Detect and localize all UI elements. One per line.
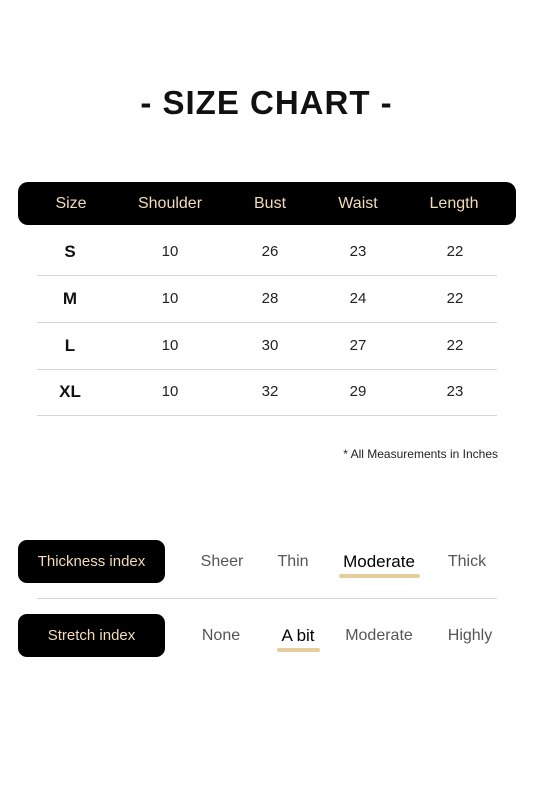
stretch-option-none: None xyxy=(201,627,241,644)
table-row xyxy=(37,369,497,416)
cell-size: L xyxy=(64,336,76,355)
cell-length: 22 xyxy=(446,290,464,307)
thickness-option-sheer: Sheer xyxy=(200,553,244,570)
header-bust: Bust xyxy=(253,195,287,212)
stretch-option-highly: Highly xyxy=(447,627,493,644)
table-row xyxy=(37,276,497,323)
cell-waist: 23 xyxy=(349,243,367,260)
cell-bust: 26 xyxy=(261,243,279,260)
cell-length: 23 xyxy=(446,383,464,400)
cell-waist: 29 xyxy=(349,383,367,400)
cell-shoulder: 10 xyxy=(161,290,179,307)
cell-shoulder: 10 xyxy=(161,337,179,354)
thickness-option-moderate: Moderate xyxy=(343,552,415,571)
cell-size: M xyxy=(62,289,78,308)
cell-bust: 30 xyxy=(261,337,279,354)
header-length: Length xyxy=(429,195,479,212)
header-size: Size xyxy=(55,195,87,212)
cell-waist: 27 xyxy=(349,337,367,354)
cell-size: S xyxy=(64,242,76,261)
thickness-index-label: Thickness index xyxy=(18,540,165,583)
cell-length: 22 xyxy=(446,243,464,260)
stretch-index-label: Stretch index xyxy=(18,614,165,657)
cell-length: 22 xyxy=(446,337,464,354)
header-shoulder: Shoulder xyxy=(137,195,203,212)
cell-size: XL xyxy=(59,382,81,401)
thickness-option-thin: Thin xyxy=(277,553,309,570)
stretch-option-moderate: Moderate xyxy=(345,627,413,644)
cell-waist: 24 xyxy=(349,290,367,307)
cell-shoulder: 10 xyxy=(161,243,179,260)
stretch-option-a-bit: A bit xyxy=(281,626,315,645)
thickness-option-thick: Thick xyxy=(447,553,487,570)
table-row xyxy=(37,229,497,276)
page-title: - SIZE CHART - xyxy=(140,84,393,121)
header-waist: Waist xyxy=(338,195,378,212)
measurement-note: * All Measurements in Inches xyxy=(343,447,498,461)
stretch-selected-underline xyxy=(277,648,320,652)
section-divider xyxy=(37,598,497,599)
table-row xyxy=(37,323,497,370)
cell-bust: 28 xyxy=(261,290,279,307)
cell-shoulder: 10 xyxy=(161,383,179,400)
thickness-selected-underline xyxy=(339,574,420,578)
cell-bust: 32 xyxy=(261,383,279,400)
size-table-header xyxy=(18,182,516,225)
